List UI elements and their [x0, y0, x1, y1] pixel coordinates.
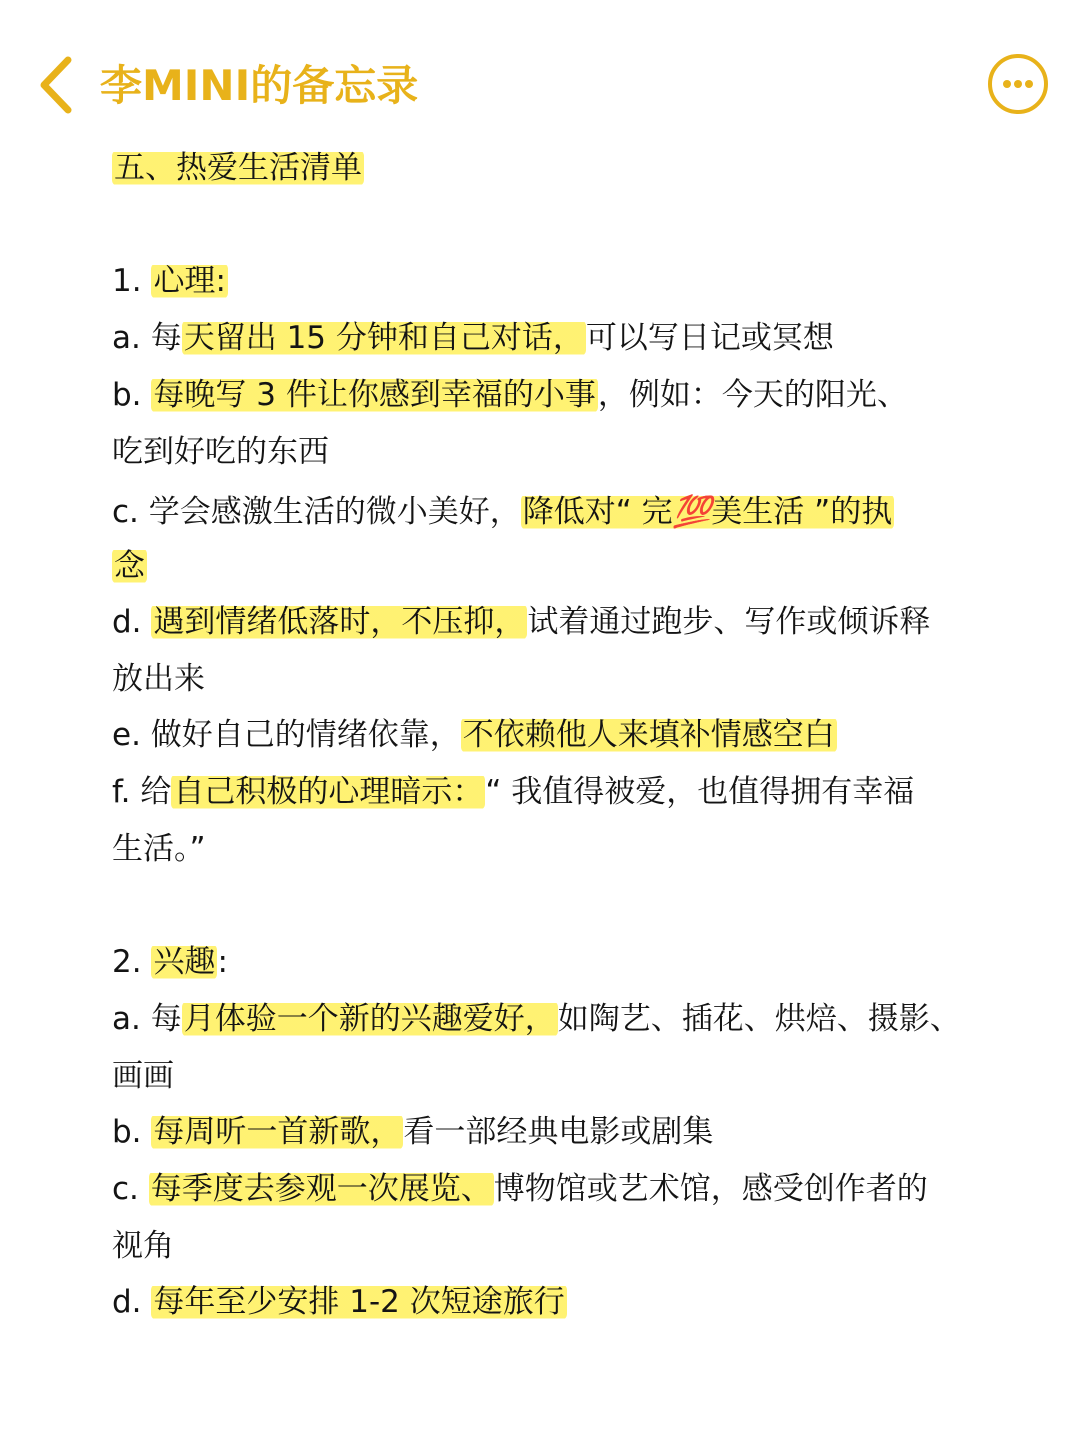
hundred-points-icon: 💯 [672, 494, 712, 530]
chevron-left-icon[interactable] [34, 54, 84, 116]
list-item [112, 996, 961, 1042]
list-item-continuation [112, 826, 206, 872]
text-span: f. 给 [112, 774, 172, 810]
text-span: : [217, 944, 228, 980]
highlighted-text [521, 494, 894, 530]
text-span: “ 我值得被爱，也值得拥有幸福 [485, 774, 915, 810]
page-title: 李MINI的备忘录 [100, 61, 419, 110]
highlighted-text [151, 263, 227, 299]
list-item-continuation [112, 543, 147, 589]
section-heading-interests [112, 939, 228, 985]
text-span: 看一部经典电影或剧集 [403, 1114, 714, 1150]
text-span: 博物馆或艺术馆，感受创作者的 [493, 1171, 928, 1207]
text-span: 生活。” [112, 831, 206, 867]
text-span: 视角 [112, 1228, 174, 1264]
highlighted-text: 每年至少安排 1-2 次短途旅行 [153, 1284, 565, 1320]
text-span: ，例如：今天的阳光、 [597, 377, 908, 413]
highlighted-text: 自己积极的心理暗示： [173, 774, 484, 810]
text-span: d. [112, 604, 152, 640]
text-span: d. [112, 1284, 152, 1320]
list-item [112, 1109, 713, 1155]
text-span: b. [112, 377, 152, 413]
text-span: a. 每 [112, 1001, 182, 1037]
highlighted-text: 每周听一首新歌， [153, 1114, 402, 1150]
text-span: 1. [112, 263, 152, 299]
text-span: 吃到好吃的东西 [112, 434, 329, 470]
text-span: 放出来 [112, 661, 205, 697]
text-span: e. 做好自己的情绪依靠， [112, 717, 461, 753]
more-horizontal-icon[interactable] [992, 58, 1044, 110]
highlighted-text: 不依赖他人来填补情感空白 [462, 717, 835, 753]
text-span: 试着通过跑步、写作或倾诉释 [527, 604, 931, 640]
highlighted-text: 月体验一个新的兴趣爱好， [183, 1001, 556, 1037]
text-span: : [215, 263, 226, 299]
list-item [112, 315, 834, 361]
note-heading [112, 145, 364, 191]
more-button[interactable] [988, 54, 1048, 114]
text-span: b. [112, 1114, 152, 1150]
list-item [112, 712, 837, 758]
list-item-continuation [112, 1223, 174, 1269]
list-item-continuation [112, 656, 205, 702]
text-span: 可以写日记或冥想 [585, 320, 834, 356]
list-item [112, 599, 930, 645]
text-span: c. [112, 1171, 149, 1207]
list-item [112, 1166, 928, 1212]
back-button[interactable] [34, 54, 84, 116]
text-span: 心理 [153, 263, 216, 299]
list-item-continuation [112, 1053, 174, 1099]
list-item [112, 372, 908, 418]
list-item [112, 489, 894, 535]
text-span: 降低对“ 完 [522, 494, 673, 530]
highlighted-text: 念 [114, 548, 145, 584]
text-span: 美生活 ”的执 [711, 494, 893, 530]
highlighted-text: 五、热爱生活清单 [114, 150, 362, 186]
text-span: 2. [112, 944, 152, 980]
highlighted-text: 遇到情绪低落时，不压抑， [153, 604, 526, 640]
highlighted-text: 每季度去参观一次展览、 [150, 1171, 492, 1207]
list-item-continuation [112, 429, 329, 475]
text-span: a. 每 [112, 320, 182, 356]
list-item [112, 769, 914, 815]
list-item [112, 1279, 567, 1325]
text-span: c. 学会感激生活的微小美好， [112, 494, 521, 530]
text-span: 如陶艺、插花、烘焙、摄影、 [557, 1001, 961, 1037]
nav-bar [0, 0, 1080, 140]
highlighted-text: 天留出 15 分钟和自己对话， [183, 320, 584, 356]
highlighted-text: 兴趣 [153, 944, 216, 980]
highlighted-text: 每晚写 3 件让你感到幸福的小事 [153, 377, 596, 413]
text-span: 画画 [112, 1058, 174, 1094]
section-heading-psychology [112, 258, 228, 304]
